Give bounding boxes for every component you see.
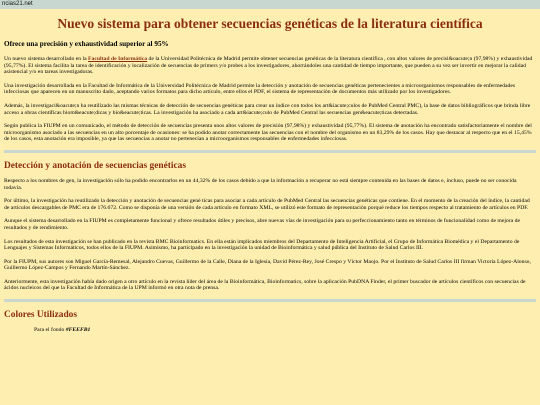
- article-paragraph: Además, la investigaci&oacute;n ha reutilizado las mismas técnicas de detección de secuencias genéticas para crear un índice con todos los art&iacute;culos de PubMed Central PMC), la base de datos bibliográficos que brinda libre acceso a obras científicas biom&eacute;dicas y bio&eacute;ticas. La investigación ha asociado a cada art&iacute;culo de PubMed Central las secuencias gen&eacute;ticas detectadas.: [4, 102, 531, 116]
- colors-heading: Colores Utilizados: [4, 310, 77, 321]
- section-paragraph: Anteriormente, esta investigación había dado origen a otro artículo en la revista líder del área de la Bioinformática, Bioinformatics, sobre la aplicación PubDNA Finder, el primer buscador de artículos científicos con secuencias de ácidos nucleicos del que la Facultad de Informática de la UPM informó en otra nota de prensa.: [4, 278, 526, 292]
- article: [0, 16, 540, 334]
- section-divider: [4, 299, 536, 302]
- section-heading: Detección y anotación de secuencias genéticas: [4, 160, 186, 171]
- page-title: Nuevo sistema para obtener secuencias genéticas de la literatura científica: [57, 16, 483, 31]
- article-paragraph: Una investigación desarrollada en la Facultad de Informática de la Universidad Politécnica de Madrid permite la detección y anotación de secuencias genéticas pertenecientes a microorganismos responsables de enfermedades infecciosas que aparecen en un manuscrito dado, aceptando varios formatos para dicho artículo, entre ellos el PDF, el sistema de representación de documentos más utilizado por los investigadores.: [4, 82, 516, 96]
- page-subtitle: Ofrece una precisión y exhaustividad superior al 95%: [4, 40, 169, 48]
- background-color-label: Para el fondo: [34, 327, 66, 334]
- intro-text-before: Un nuevo sistema desarrollado en la: [4, 56, 89, 62]
- faculty-link[interactable]: Facultad de Informática: [88, 56, 148, 62]
- site-url: ncias21.net: [2, 1, 33, 7]
- intro-paragraph: [4, 56, 536, 76]
- intro-text-after: de la Universidad Politécnica de Madrid permite obtener secuencias genéticas de la literatura científica , con altos valores de precisi&oacute;n (97,98%) y exhaustividad (95,77%). El sistema facilita la tarea de identificación y localización de secuencias de primers y/o probes a los investigadores, ahorrándoles una cantidad de tiempo importante, que pueden a su vez ser invertir en mejorar la calidad asistencial y/o en tareas investigadoras.: [4, 56, 533, 76]
- background-color-value: #FEEFB1: [65, 327, 91, 334]
- section-paragraph: Aunque el sistema desarrollado en la FIUPM es completamente funcional y ofrece resultados útiles y precisos, abre nuevas vías de investigación para su perfeccionamiento tanto en términos de funcionalidad como de mejora de resultados y de rendimiento.: [4, 218, 520, 231]
- article-paragraph: Según publica la FIUPM en un comunicado, el método de detección de secuencias presenta unos altos valores de precisión (97,98%) y exhaustividad (95,77%). El sistema de anotación ha encontrado satisfactoriamente el nombre del microorganismo asociado a las secuencias en un alto porcentaje de ocasiones: se ha podido anotar correctamente las secuencias con el nombre del organismo en un 83,29% de los casos. Hay que destacar al respecto que en el 15,45% de los casos, esta anotación era imposible, ya que las secuencias a anotar no pertenecían a microorganismos responsables de enfermedades infecciosas.: [4, 123, 532, 143]
- section-paragraph: Por la FIUPM, sus autores son Miguel García-Remesal, Alejandro Cuevas, Guillermo de la Calle, Diana de la Iglesia, David Pérez-Rey, José Crespo y Víctor Maojo. Por el Instituto de Salud Carlos III firman Victoria López-Alonso, Guillermo López-Campos y Fernando Martín-Sánchez.: [4, 258, 531, 272]
- section-paragraph: Por último, la investigación ha reutilizado la detección y anotación de secuencias gené ticas para asociar a cada artículo de PubMed Central las secuencias genéticas que contiene. En el momento de la creación del índice, la cantidad de artículos descargables de PMC era de 176.672. Como se disponía de una versión de cada artículo en formato XML, se utilizó este formato de representación porqué reduce los tiempos respecto al tratamiento de artículos en PDF.: [4, 198, 530, 211]
- colors-section: [4, 310, 536, 334]
- section-divider: [4, 150, 536, 153]
- section-paragraph: Los resultados de esta investigación se han publicado en la revista BMC Bioinformatics. En ella están implicados miembros del Departamento de Inteligencia Artificial, el Grupo de Informática Biomédica y el Departamento de Lenguajes y Sistemas Informáticos, todos ellos de la FIUPM. Asimismo, ha participado en la investigación la unidad de Bioinformática y salud pública del Instituto de Salud Carlos III.: [4, 238, 520, 252]
- site-url-bar: [0, 0, 540, 9]
- section-paragraph: Respecto a los nombres de gen, la investigación sólo ha podido encontrarlos en un 44,32% de los casos debido a que la información a recuperar no está siempre contenida en las bases de datos e, incluso, puede no ser conocida todavía.: [4, 177, 517, 191]
- background-color-line: [4, 327, 536, 334]
